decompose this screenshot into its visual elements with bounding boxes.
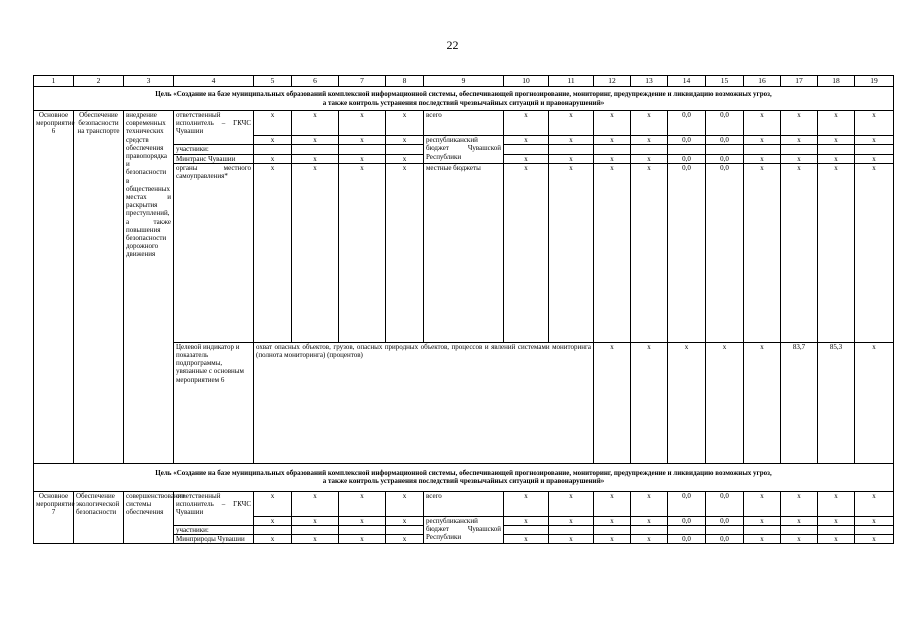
value-cell — [855, 145, 894, 154]
source-cell: местные бюджеты — [424, 163, 504, 342]
mark-cell: x — [254, 154, 292, 163]
mark-cell: x — [292, 516, 339, 525]
program-table — [33, 75, 894, 544]
goal-line: а также контроль устранения последствий чрезвычайных ситуаций и правонарушений» — [322, 477, 605, 486]
value-cell — [549, 145, 594, 154]
value-cell: x — [549, 154, 594, 163]
value-cell: 0,0 — [668, 154, 706, 163]
value-cell: 0,0 — [706, 491, 744, 516]
value-cell — [855, 526, 894, 535]
value-cell: 83,7 — [781, 342, 818, 463]
executor-cell: Минприроды Чувашии — [174, 535, 254, 544]
value-cell: x — [631, 111, 668, 136]
column-number: 15 — [706, 76, 744, 87]
value-cell: x — [549, 136, 594, 145]
value-cell: x — [855, 491, 894, 516]
column-number: 17 — [781, 76, 818, 87]
mark-cell — [339, 526, 386, 535]
value-cell — [706, 145, 744, 154]
goal-line: Цель «Создание на базе муниципальных образований комплексной информационной системы, обеспечивающей прогнозирование, мониторинг, предупреждение и ликвидацию возможных угроз, — [155, 90, 772, 98]
value-cell — [594, 526, 631, 535]
value-cell: x — [549, 516, 594, 525]
value-cell: x — [594, 535, 631, 544]
mark-cell: x — [339, 136, 386, 145]
value-cell: x — [781, 535, 818, 544]
source-cell: республиканский бюджет Чувашской Республики — [424, 136, 504, 164]
source-cell: всего — [424, 111, 504, 136]
value-cell: x — [631, 491, 668, 516]
mark-cell: x — [339, 154, 386, 163]
value-cell: 0,0 — [668, 136, 706, 145]
value-cell: x — [855, 111, 894, 136]
value-cell: 0,0 — [668, 535, 706, 544]
executor-cell: Минтранс Чувашии — [174, 154, 254, 163]
indicator-name: Целевой индикатор и показатель подпрограммы, увязанные с основным мероприятием 6 — [174, 342, 254, 463]
column-number: 5 — [254, 76, 292, 87]
executor-cell: участники: — [174, 145, 254, 154]
value-cell: x — [781, 491, 818, 516]
value-cell: 0,0 — [706, 111, 744, 136]
value-cell: x — [549, 111, 594, 136]
mark-cell: x — [254, 163, 292, 342]
column-number: 12 — [594, 76, 631, 87]
mark-cell: x — [292, 163, 339, 342]
mark-cell: x — [339, 163, 386, 342]
mark-cell: x — [339, 111, 386, 136]
value-cell: x — [855, 342, 894, 463]
mark-cell: x — [292, 535, 339, 544]
event-description: совершенствование системы обеспечения — [124, 491, 174, 544]
mark-cell: x — [292, 111, 339, 136]
page-number: 22 — [446, 38, 459, 52]
goal-row — [34, 87, 894, 111]
value-cell: x — [744, 342, 781, 463]
value-cell: x — [631, 163, 668, 342]
goal-text — [34, 463, 894, 491]
table-row — [34, 491, 894, 516]
mark-cell: x — [292, 491, 339, 516]
value-cell: x — [504, 111, 549, 136]
column-number: 18 — [818, 76, 855, 87]
value-cell — [549, 526, 594, 535]
value-cell — [668, 145, 706, 154]
value-cell: x — [744, 111, 781, 136]
table-row — [34, 111, 894, 136]
goal-text — [34, 87, 894, 111]
value-cell: x — [781, 516, 818, 525]
mark-cell: x — [254, 516, 292, 525]
value-cell: x — [549, 535, 594, 544]
column-number: 10 — [504, 76, 549, 87]
mark-cell: x — [386, 535, 424, 544]
mark-cell — [386, 526, 424, 535]
goal-line: а также контроль устранения последствий чрезвычайных ситуаций и правонарушений» — [322, 98, 605, 107]
value-cell: x — [818, 535, 855, 544]
value-cell: x — [818, 111, 855, 136]
indicator-text: охват опасных объектов, грузов, опасных природных объектов, процессов и явлений системами мониторинга (полнота мониторинга) (процентов) — [254, 342, 594, 463]
value-cell: x — [594, 154, 631, 163]
event-name: Основное мероприятие 7 — [34, 491, 74, 544]
value-cell: x — [818, 491, 855, 516]
value-cell — [504, 145, 549, 154]
event-title: Обеспечение безопасности на транспорте — [74, 111, 124, 464]
executor-cell: участники: — [174, 526, 254, 535]
value-cell: x — [504, 163, 549, 342]
value-cell: x — [855, 516, 894, 525]
executor-cell: ответственный исполнитель – ГКЧС Чувашии — [174, 491, 254, 516]
value-cell — [818, 145, 855, 154]
event-title: Обеспечение экологической безопасности — [74, 491, 124, 544]
value-cell — [631, 526, 668, 535]
value-cell: x — [594, 516, 631, 525]
value-cell: 0,0 — [706, 516, 744, 525]
mark-cell — [292, 526, 339, 535]
value-cell: x — [781, 136, 818, 145]
value-cell: 0,0 — [706, 535, 744, 544]
value-cell — [504, 526, 549, 535]
column-number: 7 — [339, 76, 386, 87]
value-cell — [781, 526, 818, 535]
column-number: 13 — [631, 76, 668, 87]
source-cell: всего — [424, 491, 504, 516]
value-cell: x — [549, 163, 594, 342]
value-cell: x — [668, 342, 706, 463]
column-number: 16 — [744, 76, 781, 87]
executor-cell: органы местного самоуправления* — [174, 163, 254, 342]
mark-cell: x — [254, 491, 292, 516]
mark-cell: x — [339, 535, 386, 544]
value-cell: x — [706, 342, 744, 463]
mark-cell: x — [254, 111, 292, 136]
value-cell: x — [594, 136, 631, 145]
column-number: 11 — [549, 76, 594, 87]
value-cell: x — [594, 342, 631, 463]
value-cell: x — [744, 491, 781, 516]
executor-cell — [174, 516, 254, 525]
mark-cell: x — [254, 136, 292, 145]
value-cell — [744, 526, 781, 535]
value-cell: x — [631, 136, 668, 145]
mark-cell: x — [254, 535, 292, 544]
column-number: 3 — [124, 76, 174, 87]
mark-cell: x — [386, 111, 424, 136]
value-cell: x — [631, 154, 668, 163]
mark-cell: x — [339, 516, 386, 525]
value-cell: x — [781, 111, 818, 136]
value-cell: x — [818, 154, 855, 163]
value-cell — [818, 526, 855, 535]
value-cell: x — [855, 154, 894, 163]
column-number: 2 — [74, 76, 124, 87]
value-cell: 0,0 — [706, 154, 744, 163]
value-cell: x — [631, 342, 668, 463]
value-cell — [631, 145, 668, 154]
value-cell: x — [504, 136, 549, 145]
column-number: 9 — [424, 76, 504, 87]
event-description: внедрение современных технических средств обеспечения правопорядка и безопасности в общественных местах и раскрытия преступлений, а также повышения безопасности дорожного движения — [124, 111, 174, 464]
value-cell — [706, 526, 744, 535]
value-cell: x — [594, 111, 631, 136]
value-cell: x — [631, 516, 668, 525]
value-cell: x — [855, 136, 894, 145]
mark-cell: x — [386, 491, 424, 516]
column-number: 8 — [386, 76, 424, 87]
value-cell: x — [818, 136, 855, 145]
value-cell: x — [504, 516, 549, 525]
mark-cell: x — [339, 491, 386, 516]
value-cell: x — [855, 535, 894, 544]
value-cell: x — [504, 491, 549, 516]
value-cell: x — [594, 163, 631, 342]
value-cell — [594, 145, 631, 154]
value-cell: 0,0 — [668, 163, 706, 342]
value-cell: x — [855, 163, 894, 342]
column-number: 1 — [34, 76, 74, 87]
source-cell: республиканский бюджет Чувашской Республики — [424, 516, 504, 544]
value-cell: x — [549, 491, 594, 516]
mark-cell — [386, 145, 424, 154]
value-cell: x — [744, 154, 781, 163]
value-cell: x — [594, 491, 631, 516]
value-cell: x — [504, 535, 549, 544]
event-name: Основное мероприятие 6 — [34, 111, 74, 464]
value-cell: x — [781, 163, 818, 342]
mark-cell — [254, 526, 292, 535]
value-cell: x — [744, 516, 781, 525]
goal-row — [34, 463, 894, 491]
executor-cell: ответственный исполнитель – ГКЧС Чувашии — [174, 111, 254, 136]
column-number: 6 — [292, 76, 339, 87]
column-number: 19 — [855, 76, 894, 87]
value-cell: x — [744, 136, 781, 145]
value-cell: 85,3 — [818, 342, 855, 463]
column-number: 4 — [174, 76, 254, 87]
value-cell: 0,0 — [668, 111, 706, 136]
value-cell: 0,0 — [706, 163, 744, 342]
column-number-row — [34, 76, 894, 87]
value-cell: x — [744, 535, 781, 544]
value-cell: x — [781, 154, 818, 163]
value-cell: 0,0 — [706, 136, 744, 145]
value-cell: 0,0 — [668, 516, 706, 525]
executor-cell — [174, 136, 254, 145]
column-number: 14 — [668, 76, 706, 87]
mark-cell — [339, 145, 386, 154]
goal-line: Цель «Создание на базе муниципальных образований комплексной информационной системы, обеспечивающей прогнозирование, мониторинг, предупреждение и ликвидацию возможных угроз, — [155, 468, 772, 477]
value-cell — [781, 145, 818, 154]
mark-cell: x — [386, 136, 424, 145]
value-cell: x — [504, 154, 549, 163]
mark-cell: x — [386, 163, 424, 342]
mark-cell: x — [386, 516, 424, 525]
value-cell: x — [744, 163, 781, 342]
mark-cell: x — [292, 154, 339, 163]
value-cell: 0,0 — [668, 491, 706, 516]
mark-cell — [254, 145, 292, 154]
mark-cell — [292, 145, 339, 154]
mark-cell: x — [386, 154, 424, 163]
value-cell: x — [631, 535, 668, 544]
value-cell: x — [818, 516, 855, 525]
mark-cell: x — [292, 136, 339, 145]
value-cell: x — [818, 163, 855, 342]
value-cell — [668, 526, 706, 535]
value-cell — [744, 145, 781, 154]
